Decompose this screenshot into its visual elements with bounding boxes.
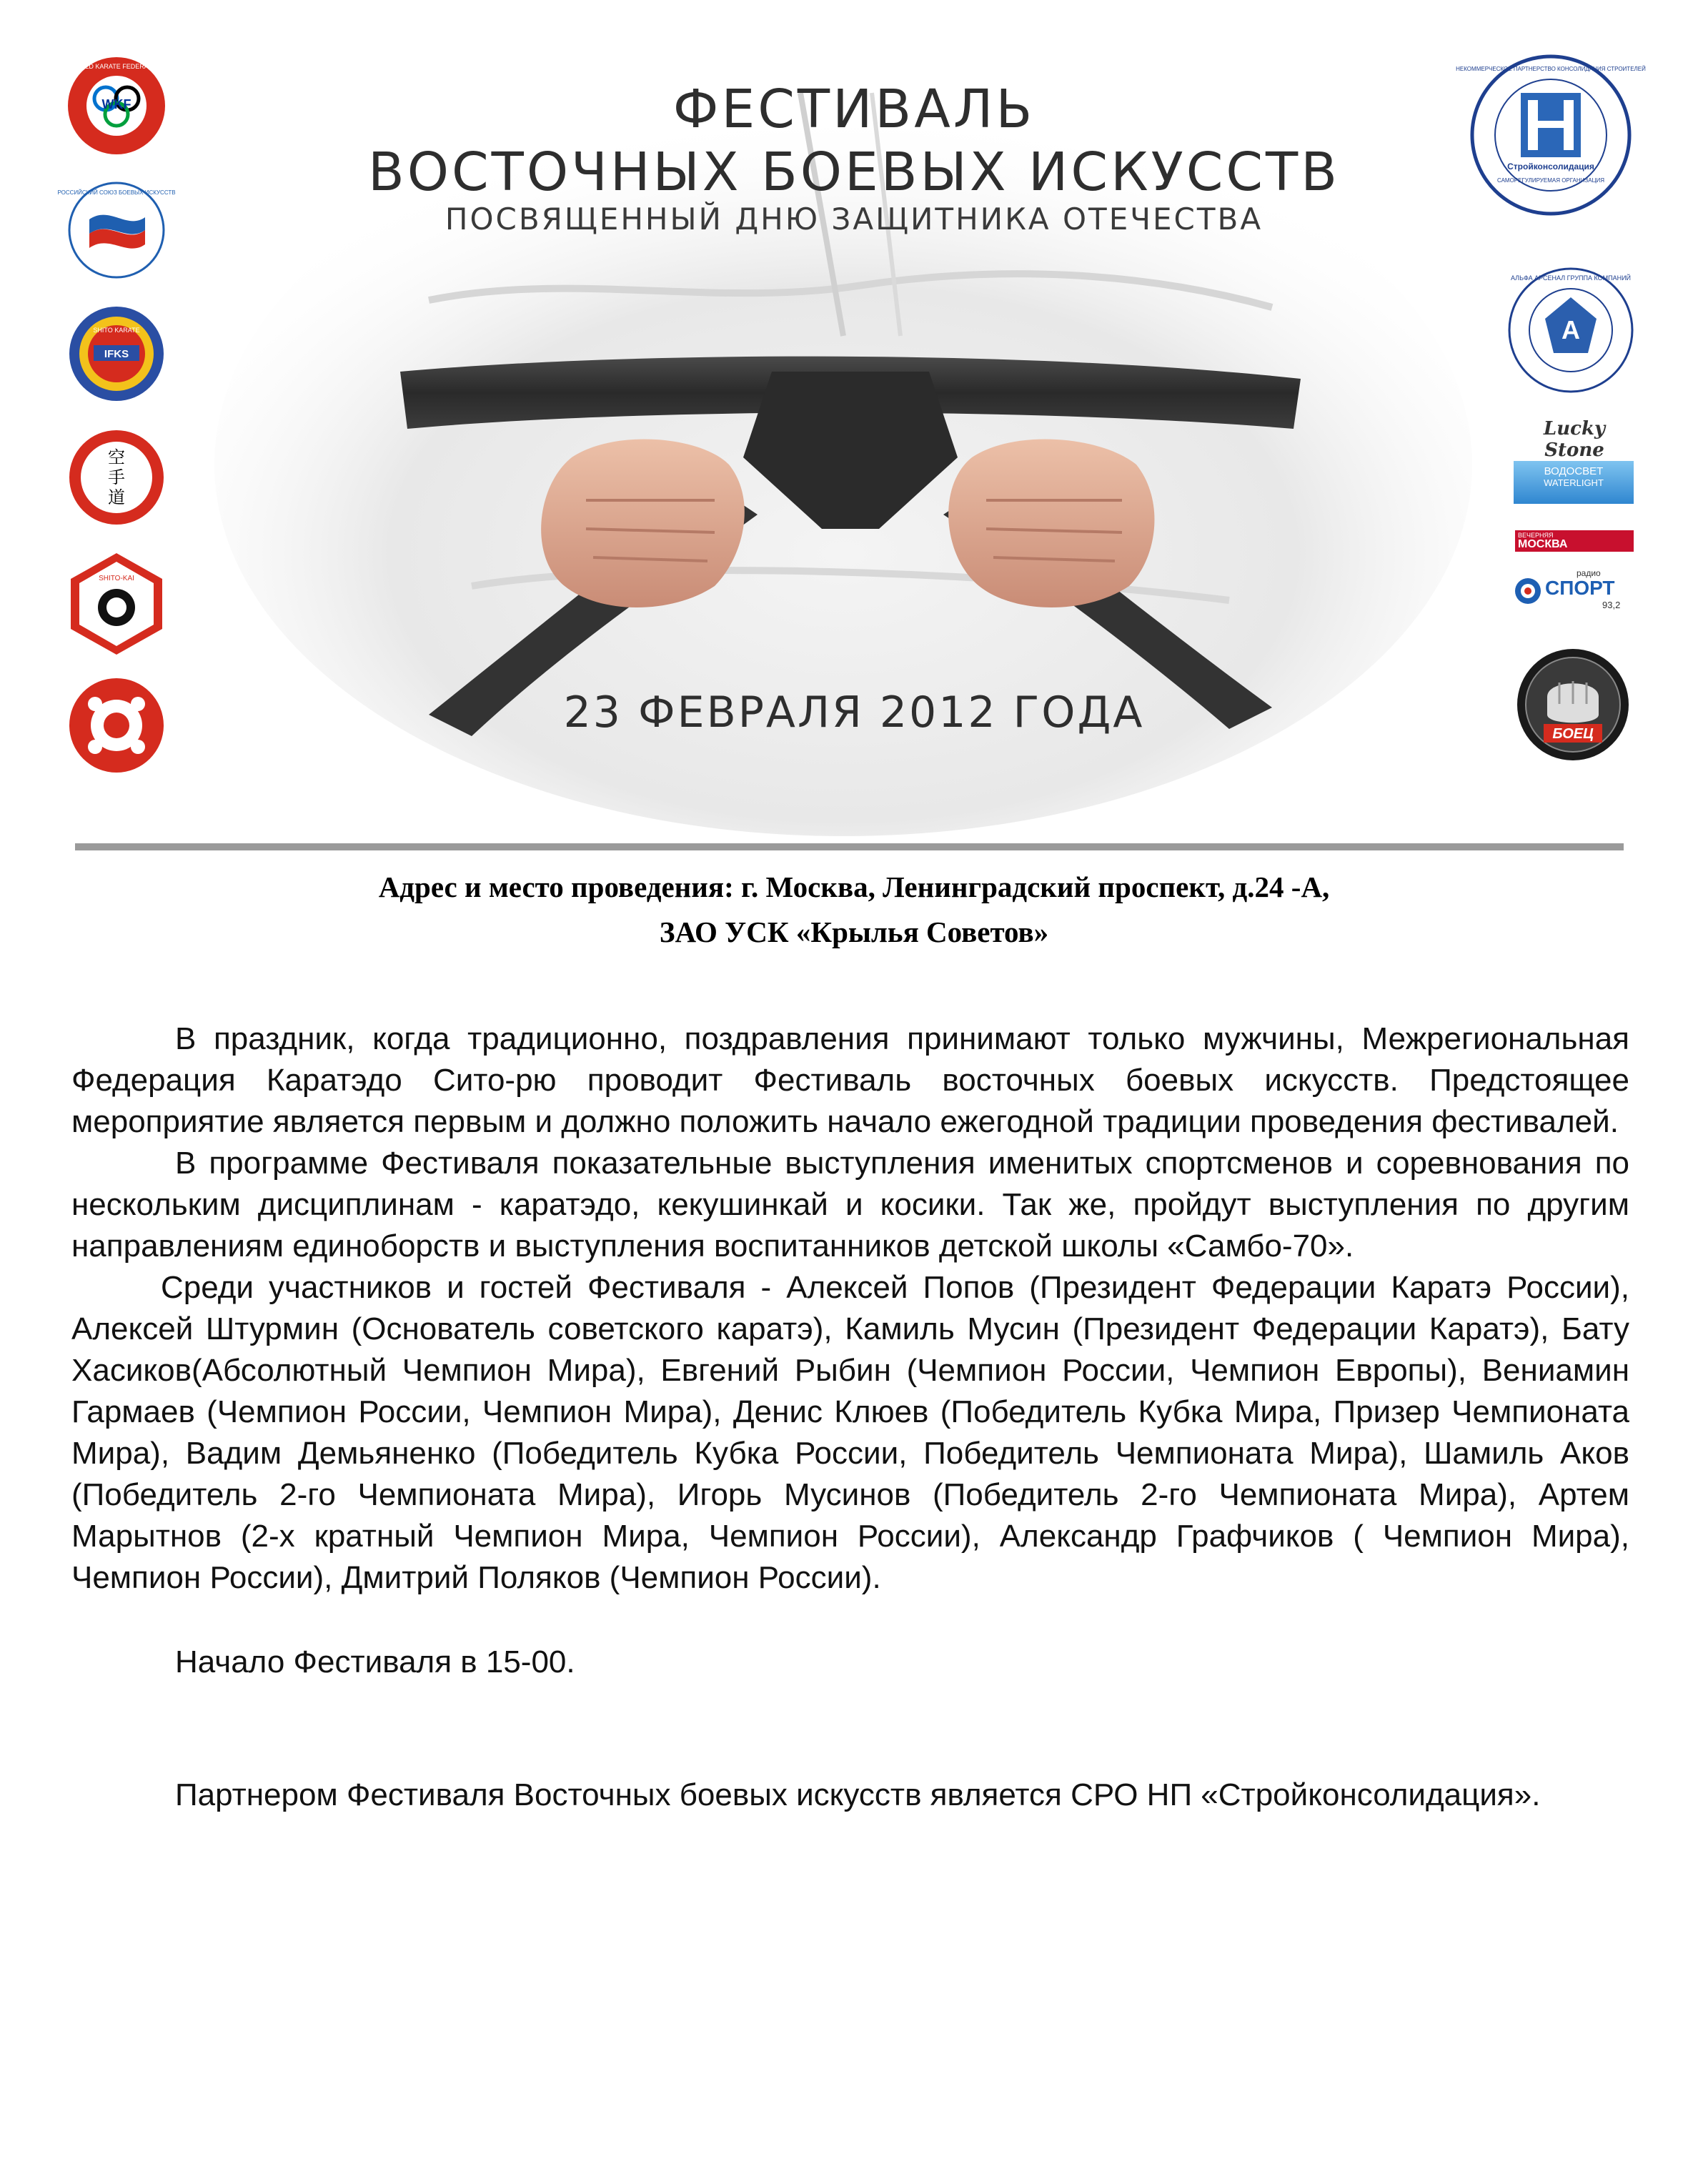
boets-text: БОЕЦ	[1552, 726, 1594, 742]
vodosvet-line1: ВОДОСВЕТ	[1544, 465, 1604, 477]
shito-ring-text: SHITO-KAI	[99, 575, 134, 582]
karatedo-emblem-icon	[66, 427, 167, 527]
ifks-ring-text: SHITO KARATE	[93, 327, 140, 334]
start-time-paragraph: Начало Фестиваля в 15-00.	[175, 1644, 575, 1679]
venue-address: Адрес и место проведения: г. Москва, Ленинградский проспект, д.24 -А,	[378, 870, 1330, 903]
vodosvet-logo	[1514, 461, 1634, 504]
ifks-center-text: IFKS	[104, 348, 129, 360]
radio-small: радио	[1577, 568, 1601, 578]
header-banner	[0, 0, 1708, 808]
intro-paragraph: В праздник, когда традиционно, поздравления принимают только мужчины, Межрегиональная Федерация Каратэдо Сито-рю проводит Фестиваль восточных боевых искусств. Предстоящее мероприятие является первым и должно положить начало ежегодной традиции проведения фестивалей.	[71, 1021, 1629, 1139]
karatedo-char-1: 空	[108, 447, 125, 467]
radio-freq: 93,2	[1602, 600, 1621, 610]
partner-paragraph: Партнером Фестиваля Восточных боевых искусств является СРО НП «Стройконсолидация».	[175, 1777, 1541, 1812]
karatedo-char-3: 道	[108, 487, 125, 507]
radio-sport-icon	[1514, 577, 1542, 605]
vechernyaya-moskva-logo	[1515, 530, 1634, 552]
alfa-ring-text: АЛЬФА АРСЕНАЛ ГРУППА КОМПАНИЙ	[1510, 274, 1632, 282]
stroy-caption: Стройконсолидация	[1507, 162, 1594, 172]
participants-paragraph: Среди участников и гостей Фестиваля - Алексей Попов (Президент Федерации Каратэ России), Алексей Штурмин (Основатель советского каратэ), Камиль Мусин (Президент Федерации Каратэ), Бату Хасиков(Абсолютный Чемпион Мира), Евгений Рыбин (Чемпион России, Чемпион Европы), Вениамин Гармаев (Чемпион России, Чемпион Мира), Денис Клюев (Победитель Кубка Мира, Призер Чемпионата Мира), Вадим Демьяненко (Победитель Кубка России, Победитель Чемпионата Мира), Шамиль Аков (Победитель 2-го Чемпионата Мира), Игорь Мусинов (Победитель 2-го Чемпионата Мира), Артем Марытнов (2-х кратный Чемпион Мира, Чемпион России), Александр Графчиков ( Чемпион Мира), Чемпион России), Дмитрий Поляков (Чемпион России).	[71, 1270, 1629, 1595]
shito-ryu-emblem-icon	[66, 550, 167, 657]
festival-subtitle: ПОСВЯЩЕННЫЙ ДНЮ ЗАЩИТНИКА ОТЕЧЕСТВА	[445, 202, 1263, 237]
wkf-center-text: WKF	[101, 97, 131, 111]
stroykonsolidatsiya-logo-icon	[1456, 54, 1646, 217]
section-divider	[75, 843, 1624, 850]
announcement-body	[71, 1018, 1629, 1816]
alfa-arsenal-logo-icon	[1506, 266, 1635, 394]
wkf-ring-text: WORLD KARATE FEDERATION	[69, 63, 164, 70]
festival-title-line2: ВОСТОЧНЫХ БОЕВЫХ ИСКУССТВ	[367, 142, 1341, 203]
festival-title: ФЕСТИВАЛЬ	[672, 79, 1036, 140]
fist-emblem-icon	[1515, 647, 1631, 763]
vm-line2: МОСКВА	[1518, 538, 1568, 550]
wkf-logo-icon	[66, 56, 167, 156]
venue-name: ЗАО УСК «Крылья Советов»	[659, 915, 1049, 948]
kyokushin-kanku-emblem-icon	[66, 675, 167, 775]
radio-name: СПОРТ	[1545, 577, 1615, 599]
stroy-ring-text: НЕКОММЕРЧЕСКОЕ ПАРТНЕРСТВО КОНСОЛИДАЦИЯ СТРОИТЕЛЕЙ	[1456, 66, 1646, 72]
event-date: 23 ФЕВРАЛЯ 2012 ГОДА	[563, 688, 1145, 738]
karatedo-char-2: 手	[108, 467, 125, 487]
vm-line1: ВЕЧЕРНЯЯ	[1518, 532, 1554, 539]
radio-sport-logo	[1514, 568, 1635, 611]
stroy-caption2: САМОРЕГУЛИРУЕМАЯ ОРГАНИЗАЦИЯ	[1496, 177, 1605, 184]
vodosvet-line2: WATERLIGHT	[1544, 477, 1604, 488]
alfa-center-text: A	[1561, 315, 1580, 344]
russian-flag-emblem-icon	[57, 180, 176, 280]
rsbi-ring-text: РОССИЙСКИЙ СОЮЗ БОЕВЫХ ИСКУССТВ	[57, 189, 176, 196]
lucky-stone-logo: Lucky Stone	[1543, 418, 1606, 461]
ifks-emblem-icon	[66, 304, 167, 404]
program-paragraph: В программе Фестиваля показательные выступления именитых спортсменов и соревнования по нескольким дисциплинам - каратэдо, кекушинкай и косики. Так же, пройдут выступления по другим направлениям единоборств и выступления воспитанников детской школы «Самбо-70».	[71, 1146, 1629, 1264]
